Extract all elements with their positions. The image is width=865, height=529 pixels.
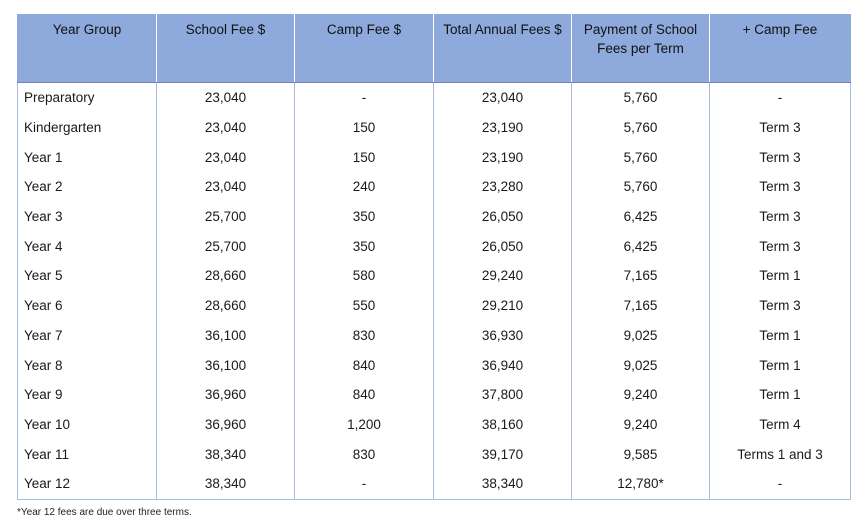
cell-payment-per-term: 5,760: [572, 113, 710, 143]
cell-school-fee: 25,700: [157, 202, 295, 232]
cell-total-annual-fees: 26,050: [434, 231, 572, 261]
cell-school-fee: 23,040: [157, 113, 295, 143]
cell-camp-fee-term: -: [710, 83, 851, 113]
cell-camp-fee: 1,200: [295, 410, 434, 440]
cell-school-fee: 36,960: [157, 380, 295, 410]
cell-camp-fee-term: Term 1: [710, 321, 851, 351]
cell-school-fee: 28,660: [157, 291, 295, 321]
cell-camp-fee-term: Term 1: [710, 380, 851, 410]
cell-year-group: Year 6: [18, 291, 157, 321]
cell-camp-fee-term: Term 3: [710, 202, 851, 232]
header-total-annual-fees: Total Annual Fees $: [434, 14, 572, 83]
cell-total-annual-fees: 26,050: [434, 202, 572, 232]
table-row: [18, 83, 851, 113]
cell-payment-per-term: 9,025: [572, 350, 710, 380]
table-row: [18, 172, 851, 202]
table-row: [18, 469, 851, 499]
cell-total-annual-fees: 39,170: [434, 439, 572, 469]
header-camp-fee: Camp Fee $: [295, 14, 434, 83]
cell-year-group: Year 10: [18, 410, 157, 440]
cell-camp-fee: 240: [295, 172, 434, 202]
cell-total-annual-fees: 23,190: [434, 142, 572, 172]
cell-school-fee: 36,100: [157, 321, 295, 351]
cell-camp-fee: 150: [295, 142, 434, 172]
cell-total-annual-fees: 38,160: [434, 410, 572, 440]
cell-school-fee: 25,700: [157, 231, 295, 261]
cell-payment-per-term: 9,240: [572, 380, 710, 410]
cell-total-annual-fees: 29,240: [434, 261, 572, 291]
cell-total-annual-fees: 36,930: [434, 321, 572, 351]
cell-payment-per-term: 5,760: [572, 142, 710, 172]
table-row: [18, 231, 851, 261]
table-row: [18, 380, 851, 410]
cell-payment-per-term: 12,780*: [572, 469, 710, 499]
cell-year-group: Year 8: [18, 350, 157, 380]
table-row: [18, 202, 851, 232]
cell-camp-fee-term: Term 3: [710, 142, 851, 172]
cell-camp-fee-term: Term 3: [710, 231, 851, 261]
header-year-group: Year Group: [18, 14, 157, 83]
header-school-fee: School Fee $: [157, 14, 295, 83]
cell-payment-per-term: 7,165: [572, 291, 710, 321]
header-plus-camp-fee: + Camp Fee: [710, 14, 851, 83]
cell-payment-per-term: 9,585: [572, 439, 710, 469]
cell-camp-fee-term: Term 3: [710, 172, 851, 202]
cell-camp-fee-term: Term 1: [710, 350, 851, 380]
fee-table-header: [18, 14, 851, 83]
cell-payment-per-term: 6,425: [572, 231, 710, 261]
cell-school-fee: 28,660: [157, 261, 295, 291]
cell-camp-fee: 580: [295, 261, 434, 291]
cell-camp-fee: 150: [295, 113, 434, 143]
table-row: [18, 261, 851, 291]
cell-camp-fee: -: [295, 83, 434, 113]
cell-payment-per-term: 9,240: [572, 410, 710, 440]
cell-year-group: Year 1: [18, 142, 157, 172]
cell-camp-fee-term: Term 3: [710, 291, 851, 321]
table-row: [18, 142, 851, 172]
cell-camp-fee: 840: [295, 380, 434, 410]
fee-table-body: [18, 83, 851, 500]
cell-payment-per-term: 5,760: [572, 83, 710, 113]
cell-school-fee: 23,040: [157, 83, 295, 113]
cell-total-annual-fees: 23,040: [434, 83, 572, 113]
table-row: [18, 291, 851, 321]
cell-camp-fee: 350: [295, 202, 434, 232]
cell-payment-per-term: 9,025: [572, 321, 710, 351]
cell-year-group: Preparatory: [18, 83, 157, 113]
cell-camp-fee: 350: [295, 231, 434, 261]
cell-camp-fee: 830: [295, 321, 434, 351]
cell-year-group: Year 4: [18, 231, 157, 261]
cell-camp-fee-term: Term 3: [710, 113, 851, 143]
cell-school-fee: 36,960: [157, 410, 295, 440]
table-row: [18, 350, 851, 380]
header-row: [18, 14, 851, 83]
cell-school-fee: 38,340: [157, 469, 295, 499]
cell-camp-fee: 830: [295, 439, 434, 469]
cell-camp-fee: 550: [295, 291, 434, 321]
table-row: [18, 439, 851, 469]
cell-school-fee: 38,340: [157, 439, 295, 469]
cell-camp-fee: 840: [295, 350, 434, 380]
cell-total-annual-fees: 23,190: [434, 113, 572, 143]
cell-year-group: Year 2: [18, 172, 157, 202]
cell-school-fee: 23,040: [157, 172, 295, 202]
cell-camp-fee-term: Term 1: [710, 261, 851, 291]
footnote: *Year 12 fees are due over three terms.: [17, 507, 192, 518]
cell-year-group: Year 3: [18, 202, 157, 232]
cell-year-group: Year 5: [18, 261, 157, 291]
cell-year-group: Year 11: [18, 439, 157, 469]
fee-table: [17, 14, 851, 500]
cell-year-group: Year 7: [18, 321, 157, 351]
cell-total-annual-fees: 29,210: [434, 291, 572, 321]
cell-camp-fee-term: Term 4: [710, 410, 851, 440]
cell-camp-fee-term: -: [710, 469, 851, 499]
table-row: [18, 410, 851, 440]
header-payment-per-term: Payment of School Fees per Term: [572, 14, 710, 83]
cell-payment-per-term: 6,425: [572, 202, 710, 232]
cell-camp-fee-term: Terms 1 and 3: [710, 439, 851, 469]
cell-camp-fee: -: [295, 469, 434, 499]
cell-payment-per-term: 7,165: [572, 261, 710, 291]
table-row: [18, 113, 851, 143]
cell-total-annual-fees: 23,280: [434, 172, 572, 202]
cell-year-group: Year 12: [18, 469, 157, 499]
cell-year-group: Year 9: [18, 380, 157, 410]
cell-total-annual-fees: 38,340: [434, 469, 572, 499]
cell-total-annual-fees: 37,800: [434, 380, 572, 410]
cell-total-annual-fees: 36,940: [434, 350, 572, 380]
cell-school-fee: 36,100: [157, 350, 295, 380]
cell-school-fee: 23,040: [157, 142, 295, 172]
cell-payment-per-term: 5,760: [572, 172, 710, 202]
table-row: [18, 321, 851, 351]
cell-year-group: Kindergarten: [18, 113, 157, 143]
